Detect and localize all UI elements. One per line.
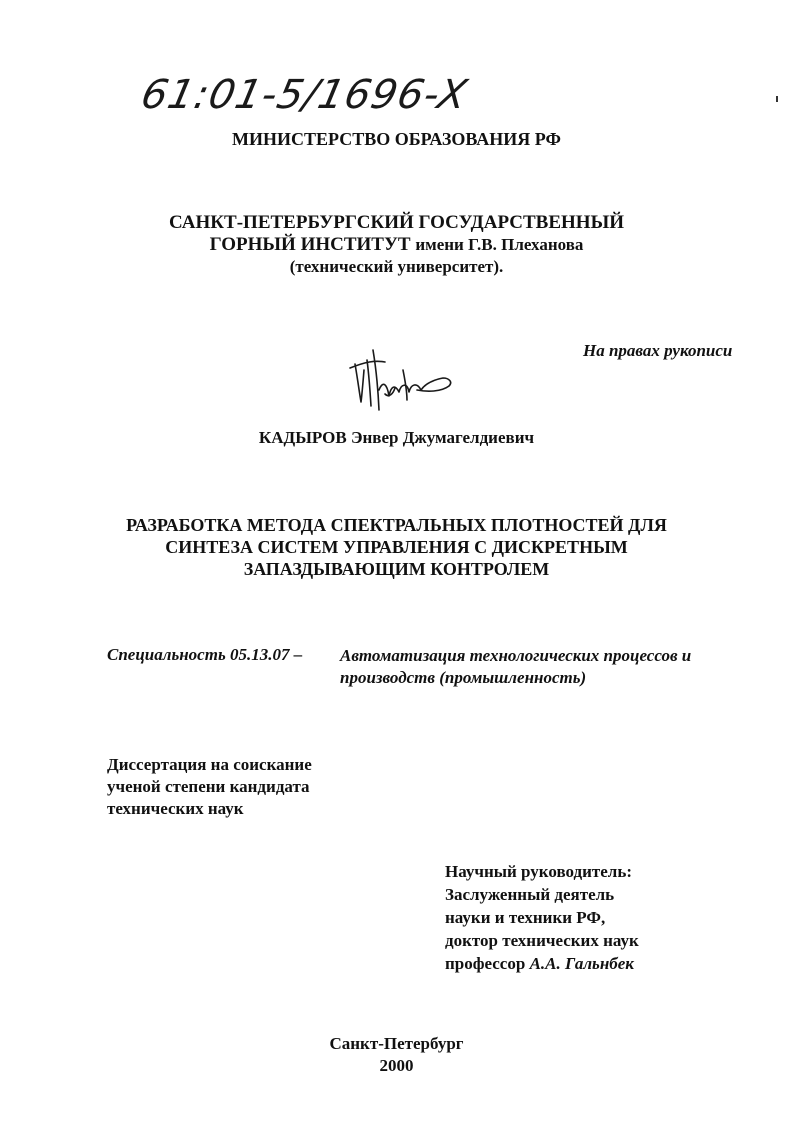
university-line-2-bold: ГОРНЫЙ ИНСТИТУТ bbox=[209, 234, 411, 255]
supervisor-title: профессор bbox=[445, 954, 526, 973]
degree-statement bbox=[107, 754, 312, 820]
year: 2000 bbox=[379, 1056, 414, 1075]
imprint bbox=[0, 1033, 793, 1077]
author-name bbox=[0, 428, 793, 448]
title-line: РАЗРАБОТКА МЕТОДА СПЕКТРАЛЬНЫХ ПЛОТНОСТЕЙ ДЛЯ bbox=[126, 515, 667, 535]
university-line-2-rest: имени Г.В. Плеханова bbox=[415, 235, 584, 254]
supervisor-line: Заслуженный деятель bbox=[445, 885, 615, 904]
supervisor-line: доктор технических наук bbox=[445, 931, 639, 950]
author-signature bbox=[345, 340, 460, 420]
degree-line: технических наук bbox=[107, 799, 244, 818]
degree-line: ученой степени кандидата bbox=[107, 777, 310, 796]
title-line: СИНТЕЗА СИСТЕМ УПРАВЛЕНИЯ С ДИСКРЕТНЫМ bbox=[165, 537, 628, 557]
specialty-description bbox=[340, 645, 691, 689]
specialty-label: Специальность 05.13.07 – bbox=[107, 645, 303, 664]
archive-code-handwritten: 61:01-5/1696-X bbox=[137, 72, 472, 118]
supervisor-line: науки и техники РФ, bbox=[445, 908, 606, 927]
university-line-2 bbox=[0, 234, 793, 256]
supervisor-name: А.А. Гальнбек bbox=[529, 954, 634, 973]
ministry-heading: МИНИСТЕРСТВО ОБРАЗОВАНИЯ РФ bbox=[232, 129, 561, 149]
university-line-3: (технический университет). bbox=[289, 257, 504, 276]
author-surname: КАДЫРОВ bbox=[258, 428, 347, 447]
scan-mark bbox=[776, 96, 778, 102]
supervisor-line: Научный руководитель: bbox=[445, 862, 632, 881]
author-given-name: Энвер Джумагелдиевич bbox=[350, 428, 535, 447]
degree-line: Диссертация на соискание bbox=[107, 755, 312, 774]
university-block bbox=[0, 212, 793, 278]
manuscript-rights: На правах рукописи bbox=[583, 341, 733, 360]
title-line: ЗАПАЗДЫВАЮЩИМ КОНТРОЛЕМ bbox=[243, 559, 550, 579]
city: Санкт-Петербург bbox=[329, 1034, 464, 1053]
specialty-line-2: производств (промышленность) bbox=[340, 668, 587, 687]
supervisor-block bbox=[445, 860, 639, 975]
university-line-1: САНКТ-ПЕТЕРБУРГСКИЙ ГОСУДАРСТВЕННЫЙ bbox=[168, 212, 625, 233]
supervisor-line-last bbox=[445, 952, 639, 975]
specialty-line-1: Автоматизация технологических процессов и bbox=[340, 646, 692, 665]
dissertation-title bbox=[0, 514, 793, 580]
